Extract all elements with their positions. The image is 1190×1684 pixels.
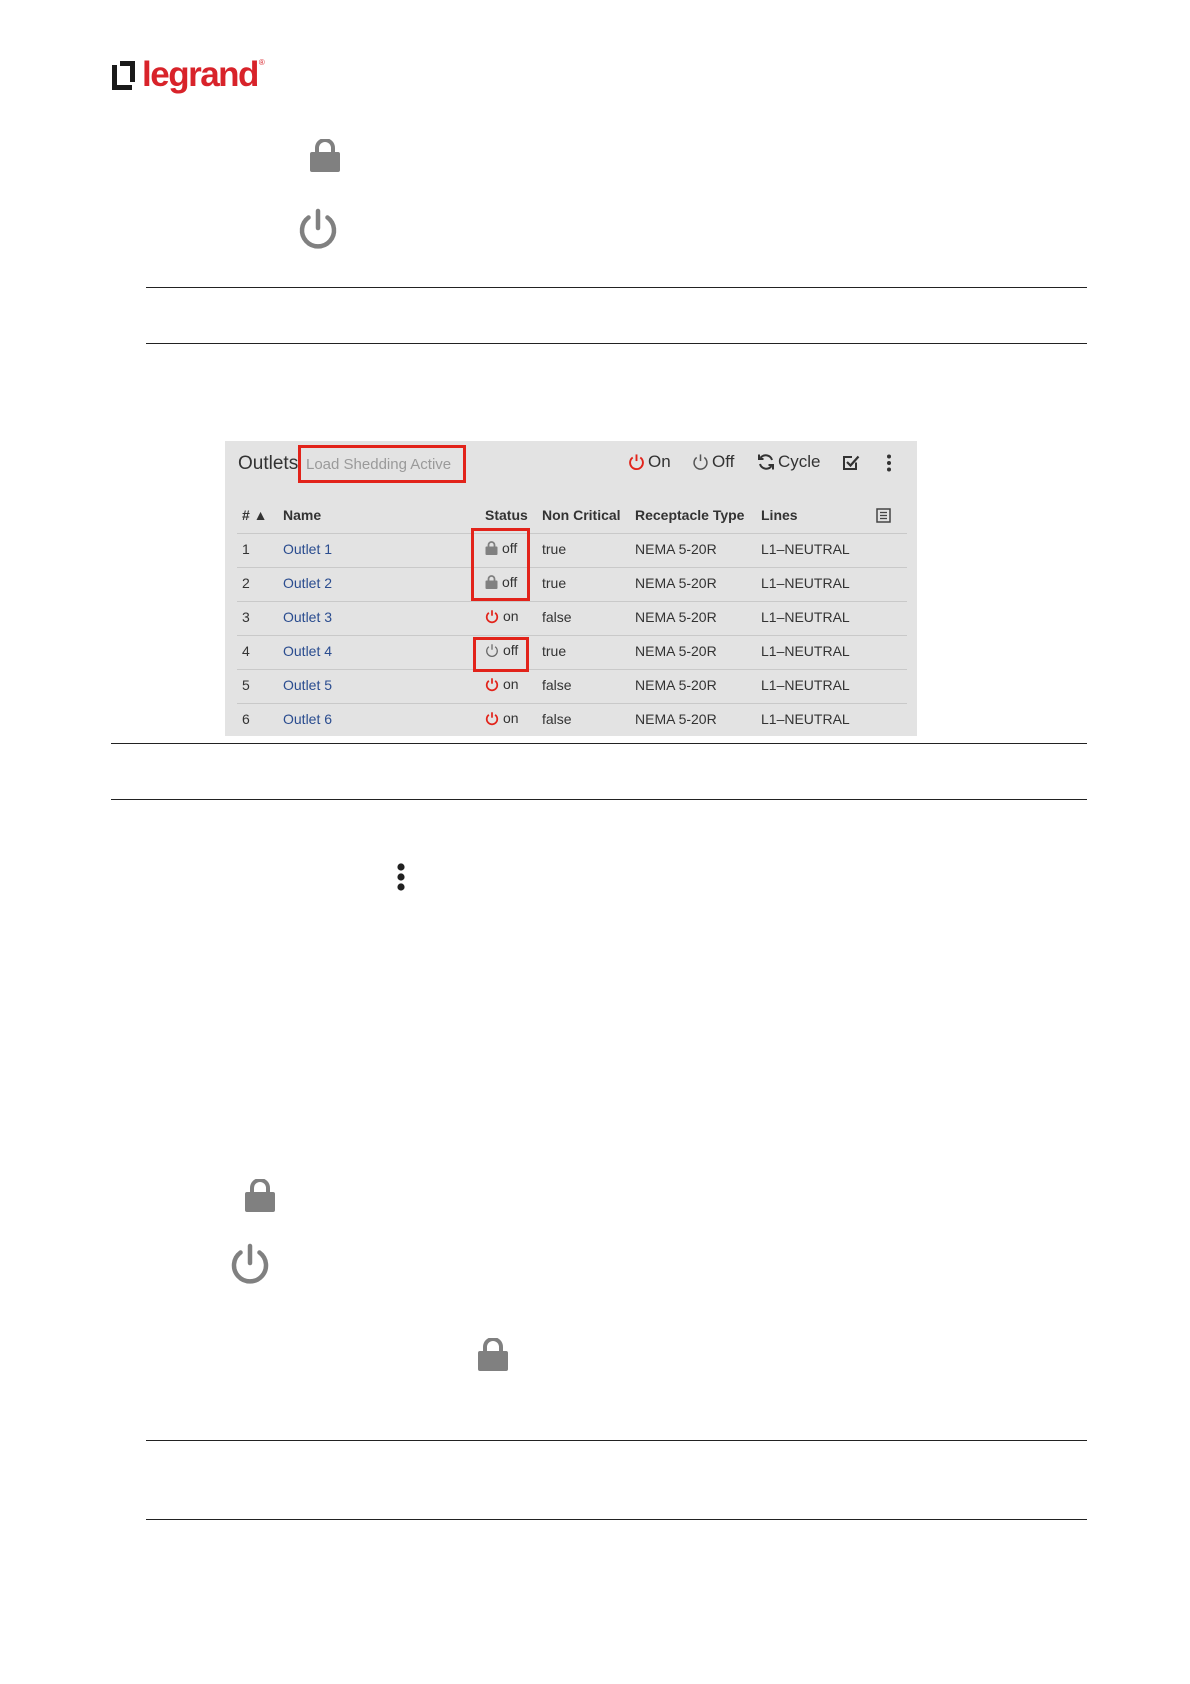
- receptacle-type-value: NEMA 5-20R: [635, 677, 717, 693]
- column-settings-icon[interactable]: [876, 508, 891, 528]
- table-row[interactable]: [225, 703, 917, 736]
- highlight-box: [473, 637, 529, 672]
- load-shedding-status: Load Shedding Active: [306, 456, 452, 473]
- outlet-name-link[interactable]: Outlet 3: [283, 609, 333, 625]
- lines-value: L1–NEUTRAL: [761, 541, 850, 557]
- cycle-button[interactable]: [757, 452, 821, 472]
- col-header-lines[interactable]: Lines: [761, 507, 798, 523]
- checkbox-icon: [842, 454, 860, 472]
- outlet-status: [485, 710, 519, 726]
- row-number: 5: [242, 677, 250, 693]
- status-text: off: [502, 540, 518, 556]
- logo-registered: ®: [258, 58, 265, 67]
- non-critical-value: true: [542, 575, 567, 591]
- non-critical-value: false: [542, 711, 572, 727]
- status-text: off: [502, 574, 518, 590]
- non-critical-value: false: [542, 677, 572, 693]
- receptacle-type-value: NEMA 5-20R: [635, 711, 717, 727]
- rule: [146, 343, 1087, 344]
- outlet-name-link[interactable]: Outlet 5: [283, 677, 333, 693]
- status-text: off: [503, 642, 519, 658]
- col-header-receptacle-type[interactable]: Receptacle Type: [635, 507, 745, 523]
- lock-icon: [477, 1338, 509, 1372]
- row-number: 1: [242, 541, 250, 557]
- non-critical-value: false: [542, 609, 572, 625]
- highlight-box: [298, 445, 466, 483]
- row-number: 6: [242, 711, 250, 727]
- power-icon: [228, 1243, 272, 1287]
- lock-icon: [244, 1179, 276, 1213]
- lines-value: L1–NEUTRAL: [761, 609, 850, 625]
- non-critical-value: true: [542, 643, 567, 659]
- status-text: on: [503, 608, 519, 624]
- table-row[interactable]: [225, 533, 917, 567]
- table-row[interactable]: [225, 635, 917, 669]
- more-vertical-icon: [886, 454, 892, 472]
- legrand-logo: [112, 54, 265, 94]
- row-number: 4: [242, 643, 250, 659]
- panel-title: Outlets: [238, 453, 299, 474]
- power-off-icon: [692, 453, 709, 471]
- table-row[interactable]: [225, 567, 917, 601]
- highlight-box: [471, 528, 530, 601]
- power-on-icon: [628, 453, 645, 471]
- row-number: 2: [242, 575, 250, 591]
- rule: [146, 287, 1087, 288]
- col-header-non-critical[interactable]: Non Critical: [542, 507, 621, 523]
- rule: [146, 1519, 1087, 1520]
- outlet-name-link[interactable]: Outlet 6: [283, 711, 333, 727]
- lock-icon: [309, 139, 341, 173]
- lines-value: L1–NEUTRAL: [761, 643, 850, 659]
- lines-value: L1–NEUTRAL: [761, 677, 850, 693]
- cycle-label: Cycle: [778, 452, 821, 471]
- off-label: Off: [712, 452, 735, 471]
- lines-value: L1–NEUTRAL: [761, 711, 850, 727]
- table-row[interactable]: [225, 669, 917, 703]
- table-row[interactable]: [225, 601, 917, 635]
- receptacle-type-value: NEMA 5-20R: [635, 609, 717, 625]
- rule: [111, 799, 1087, 800]
- on-label: On: [648, 452, 671, 471]
- power-on-icon: [485, 677, 499, 692]
- logo-text: legrand: [142, 54, 258, 94]
- outlet-name-link[interactable]: Outlet 4: [283, 643, 333, 659]
- receptacle-type-value: NEMA 5-20R: [635, 643, 717, 659]
- on-button[interactable]: [628, 452, 671, 472]
- legrand-mark-icon: [112, 61, 136, 87]
- col-header-number[interactable]: # ▲: [242, 507, 268, 523]
- receptacle-type-value: NEMA 5-20R: [635, 575, 717, 591]
- more-options-button[interactable]: [886, 454, 892, 472]
- cycle-icon: [757, 453, 775, 471]
- power-on-icon: [485, 609, 499, 624]
- row-number: 3: [242, 609, 250, 625]
- status-text: on: [503, 676, 519, 692]
- select-checkbox-button[interactable]: [842, 454, 860, 472]
- outlets-panel: [225, 441, 917, 736]
- outlet-status: [485, 676, 519, 692]
- col-header-name[interactable]: Name: [283, 507, 322, 523]
- rule: [146, 1440, 1087, 1441]
- outlet-name-link[interactable]: Outlet 1: [283, 541, 333, 557]
- status-text: on: [503, 710, 519, 726]
- more-vertical-icon: [396, 863, 406, 896]
- rule: [111, 743, 1087, 744]
- non-critical-value: true: [542, 541, 567, 557]
- off-button[interactable]: [692, 452, 734, 472]
- power-on-icon: [485, 711, 499, 726]
- col-header-status[interactable]: Status: [485, 507, 528, 523]
- outlet-name-link[interactable]: Outlet 2: [283, 575, 333, 591]
- outlet-status: [485, 608, 519, 624]
- power-icon: [296, 208, 340, 252]
- receptacle-type-value: NEMA 5-20R: [635, 541, 717, 557]
- lines-value: L1–NEUTRAL: [761, 575, 850, 591]
